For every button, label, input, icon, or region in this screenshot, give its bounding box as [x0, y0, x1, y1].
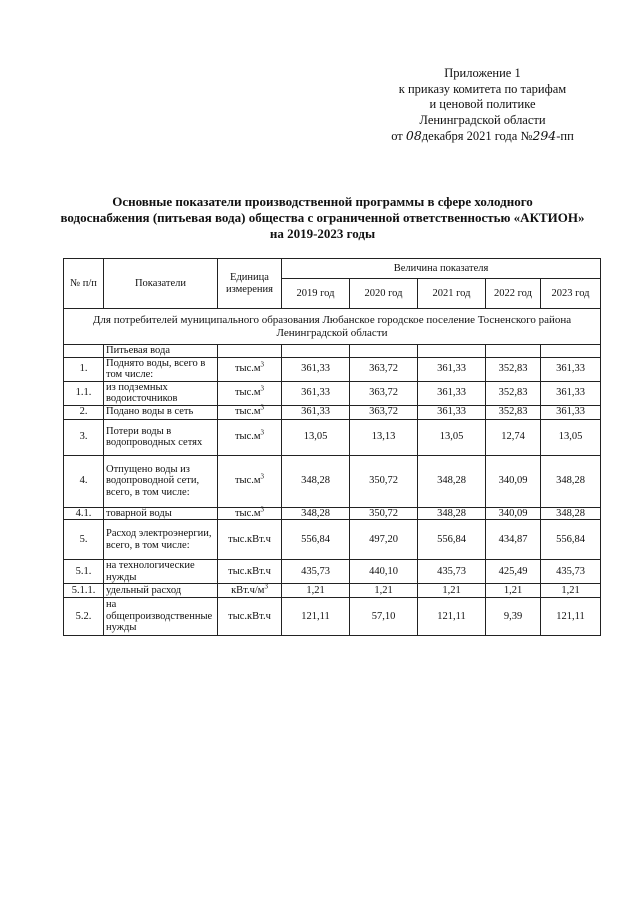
unit-superscript: 3 [260, 360, 265, 369]
value-cell: 435,73 [541, 560, 601, 584]
row-unit [218, 381, 282, 405]
row-indicator: Расход электроэнергии, всего, в том числе: [104, 520, 218, 560]
unit-superscript: 3 [264, 582, 268, 591]
value-cell: 361,33 [541, 357, 601, 381]
row-unit [218, 584, 282, 598]
value-cell: 361,33 [541, 405, 601, 419]
value-cell: 13,05 [418, 419, 486, 455]
empty-cell [350, 345, 418, 358]
table-row [64, 419, 601, 455]
table-row [64, 520, 601, 560]
unit-superscript: 3 [260, 472, 265, 481]
value-cell: 340,09 [486, 507, 541, 520]
unit-text: тыс.м [234, 507, 261, 519]
value-cell: 363,72 [350, 381, 418, 405]
value-cell: 352,83 [486, 357, 541, 381]
header-indicator: Показатели [104, 259, 218, 309]
empty-cell [486, 345, 541, 358]
value-cell: 425,49 [486, 560, 541, 584]
value-cell: 348,28 [541, 455, 601, 507]
table-row [64, 560, 601, 584]
value-cell: 361,33 [282, 357, 350, 381]
section-heading: Для потребителей муниципального образования Любанское городское поселение Тосненского района Ленинградской области [64, 309, 601, 345]
empty-cell [541, 345, 601, 358]
date-text: декабря 2021 года № [421, 129, 533, 143]
order-number-handwritten: 294 [532, 128, 557, 143]
value-cell: 12,74 [486, 419, 541, 455]
value-cell: 497,20 [350, 520, 418, 560]
value-cell: 13,13 [350, 419, 418, 455]
indicators-table [63, 258, 601, 636]
appendix-line-1: к приказу комитета по тарифам [398, 81, 567, 96]
row-indicator: Поднято воды, всего в том числе: [104, 357, 218, 381]
row-number: 3. [64, 419, 104, 455]
value-cell: 1,21 [350, 584, 418, 598]
row-unit [218, 598, 282, 636]
value-cell: 434,87 [486, 520, 541, 560]
value-cell: 57,10 [350, 598, 418, 636]
unit-superscript: 3 [260, 384, 265, 393]
value-cell: 556,84 [541, 520, 601, 560]
header-year: 2019 год [282, 279, 350, 309]
empty-cell [418, 345, 486, 358]
value-cell: 361,33 [418, 405, 486, 419]
value-cell: 1,21 [541, 584, 601, 598]
value-cell: 556,84 [418, 520, 486, 560]
row-unit [218, 357, 282, 381]
value-cell: 348,28 [418, 507, 486, 520]
empty-cell [218, 345, 282, 358]
header-year: 2021 год [418, 279, 486, 309]
value-cell: 350,72 [350, 455, 418, 507]
value-cell: 363,72 [350, 357, 418, 381]
row-number: 4. [64, 455, 104, 507]
unit-text: тыс.м [234, 363, 261, 375]
table-row [64, 584, 601, 598]
title-line-3: на 2019-2023 годы [269, 226, 376, 241]
unit-superscript: 3 [260, 505, 265, 513]
title-line-1: Основные показатели производственной программы в сфере холодного [112, 194, 533, 209]
unit-superscript: 3 [260, 428, 265, 437]
unit-text: тыс.м [234, 387, 261, 399]
value-cell: 363,72 [350, 405, 418, 419]
table-row [64, 598, 601, 636]
row-indicator: из подземных водоисточников [104, 381, 218, 405]
appendix-title: Приложение 1 [444, 66, 521, 80]
value-cell: 361,33 [282, 405, 350, 419]
value-cell: 352,83 [486, 405, 541, 419]
row-unit [218, 560, 282, 584]
unit-superscript: 3 [260, 403, 265, 412]
value-cell: 352,83 [486, 381, 541, 405]
row-indicator: товарной воды [104, 507, 218, 520]
appendix-date-line [380, 128, 585, 145]
empty-cell [282, 345, 350, 358]
value-cell: 340,09 [486, 455, 541, 507]
category-num [64, 345, 104, 358]
value-cell: 361,33 [418, 357, 486, 381]
value-cell: 121,11 [282, 598, 350, 636]
table-row [64, 507, 601, 520]
value-cell: 1,21 [282, 584, 350, 598]
row-unit [218, 419, 282, 455]
table-row [64, 381, 601, 405]
value-cell: 348,28 [282, 455, 350, 507]
appendix-line-3: Ленинградской области [419, 112, 546, 127]
value-cell: 13,05 [541, 419, 601, 455]
table-row [64, 357, 601, 381]
row-indicator: на общепроизводственные нужды [104, 598, 218, 636]
header-year: 2022 год [486, 279, 541, 309]
value-cell: 435,73 [418, 560, 486, 584]
value-cell: 361,33 [282, 381, 350, 405]
value-cell: 350,72 [350, 507, 418, 520]
row-indicator: на технологические нужды [104, 560, 218, 584]
row-number: 4.1. [64, 507, 104, 520]
appendix-block [380, 66, 585, 145]
unit-text: тыс.кВт.ч [228, 610, 271, 622]
value-cell: 13,05 [282, 419, 350, 455]
value-cell: 435,73 [282, 560, 350, 584]
unit-text: тыс.кВт.ч [228, 533, 271, 545]
value-cell: 121,11 [541, 598, 601, 636]
row-number: 1.1. [64, 381, 104, 405]
header-year: 2023 год [541, 279, 601, 309]
value-cell: 348,28 [541, 507, 601, 520]
value-cell: 556,84 [282, 520, 350, 560]
value-cell: 348,28 [282, 507, 350, 520]
value-cell: 1,21 [418, 584, 486, 598]
unit-text: тыс.м [234, 431, 261, 443]
header-value-group: Величина показателя [282, 259, 601, 279]
row-indicator: Подано воды в сеть [104, 405, 218, 419]
row-unit [218, 507, 282, 520]
unit-text: кВт.ч/м [231, 584, 265, 596]
value-cell: 1,21 [486, 584, 541, 598]
row-indicator: удельный расход [104, 584, 218, 598]
row-unit [218, 455, 282, 507]
value-cell: 348,28 [418, 455, 486, 507]
row-number: 5.1. [64, 560, 104, 584]
header-year: 2020 год [350, 279, 418, 309]
value-cell: 9,39 [486, 598, 541, 636]
row-number: 2. [64, 405, 104, 419]
unit-text: тыс.м [234, 475, 261, 487]
value-cell: 361,33 [541, 381, 601, 405]
category-label: Питьевая вода [104, 345, 218, 358]
header-unit: Единица измерения [218, 259, 282, 309]
title-line-2: водоснабжения (питьевая вода) общества с ограниченной ответственностью «АКТИОН» [60, 210, 585, 225]
row-indicator: Потери воды в водопроводных сетях [104, 419, 218, 455]
table-row [64, 405, 601, 419]
order-suffix: -пп [556, 129, 574, 143]
unit-text: тыс.кВт.ч [228, 565, 271, 577]
value-cell: 361,33 [418, 381, 486, 405]
row-number: 5. [64, 520, 104, 560]
row-number: 5.2. [64, 598, 104, 636]
appendix-line-2: и ценовой политике [429, 97, 536, 111]
date-prefix: от [391, 129, 403, 143]
date-day-handwritten: 08 [405, 128, 422, 143]
value-cell: 440,10 [350, 560, 418, 584]
table-row [64, 455, 601, 507]
row-unit [218, 405, 282, 419]
row-indicator: Отпущено воды из водопроводной сети, всего, в том числе: [104, 455, 218, 507]
row-number: 1. [64, 357, 104, 381]
row-unit [218, 520, 282, 560]
unit-text: тыс.м [234, 406, 261, 418]
row-number: 5.1.1. [64, 584, 104, 598]
value-cell: 121,11 [418, 598, 486, 636]
document-title [60, 194, 585, 242]
header-num: № п/п [64, 259, 104, 309]
